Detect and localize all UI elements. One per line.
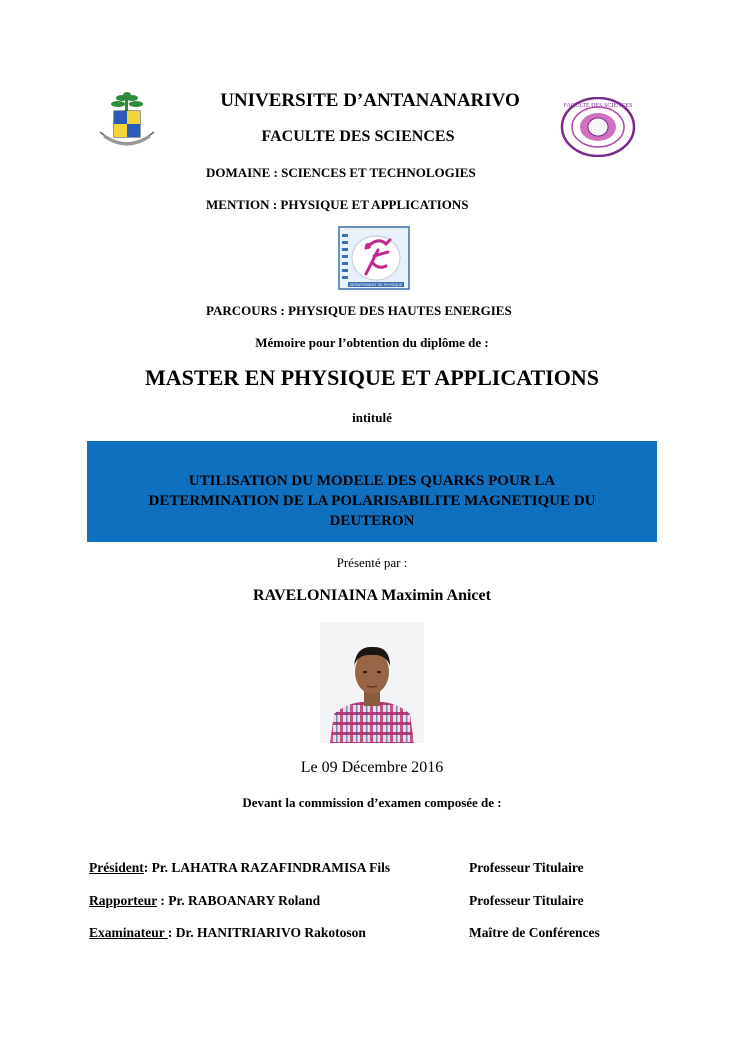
jury-role: Président [89,860,144,875]
jury-title: Maître de Conférences [469,925,600,940]
seal-text: FACULTE DES SCIENCES [563,103,633,109]
physics-department-icon [338,226,410,290]
jury-title: Professeur Titulaire [469,860,584,875]
faculty-name: FACULTE DES SCIENCES [261,128,455,145]
physics-department-logo [338,226,410,290]
thesis-title-line: DETERMINATION DE LA POLARISABILITE MAGNETIQUE DU [148,493,596,509]
presented-by-label: Présenté par : [336,555,408,570]
university-title: UNIVERSITE D’ANTANANARIVO [220,90,520,111]
author-portrait-icon [320,622,424,743]
intitule-label: intitulé [352,410,392,425]
commission-line: Devant la commission d’examen composée de : [242,795,502,810]
parcours-line: PARCOURS : PHYSIQUE DES HAUTES ENERGIES [206,303,512,318]
memoire-line: Mémoire pour l’obtention du diplôme de : [255,335,489,350]
jury-role: Examinateur [89,925,168,940]
jury-separator: : [143,860,152,875]
jury-separator: : [167,925,176,940]
thesis-title-line: DEUTERON [329,513,415,529]
jury-member-examinateur [89,925,366,941]
jury-person: Pr. RABOANARY Roland [168,893,321,908]
author-name: RAVELONIAINA Maximin Anicet [253,587,491,604]
mention-line: MENTION : PHYSIQUE ET APPLICATIONS [206,197,469,212]
jury-person: Pr. LAHATRA RAZAFINDRAMISA Fils [151,860,391,875]
author-photo [320,622,424,743]
jury-separator: : [157,893,169,908]
department-logo-text: DEPARTEMENT DE PHYSIQUE [349,283,403,287]
jury-person: Dr. HANITRIARIVO Rakotoson [175,925,366,940]
thesis-title-line: UTILISATION DU MODELE DES QUARKS POUR LA [188,473,556,489]
jury-role: Rapporteur [89,893,158,908]
degree-title: MASTER EN PHYSIQUE ET APPLICATIONS [145,365,599,390]
jury-title: Professeur Titulaire [469,893,584,908]
jury-member-rapporteur [89,893,320,909]
thesis-title-box [87,441,657,542]
defense-date: Le 09 Décembre 2016 [300,759,444,776]
domain-line: DOMAINE : SCIENCES ET TECHNOLOGIES [206,165,476,180]
jury-member-president [89,860,390,876]
